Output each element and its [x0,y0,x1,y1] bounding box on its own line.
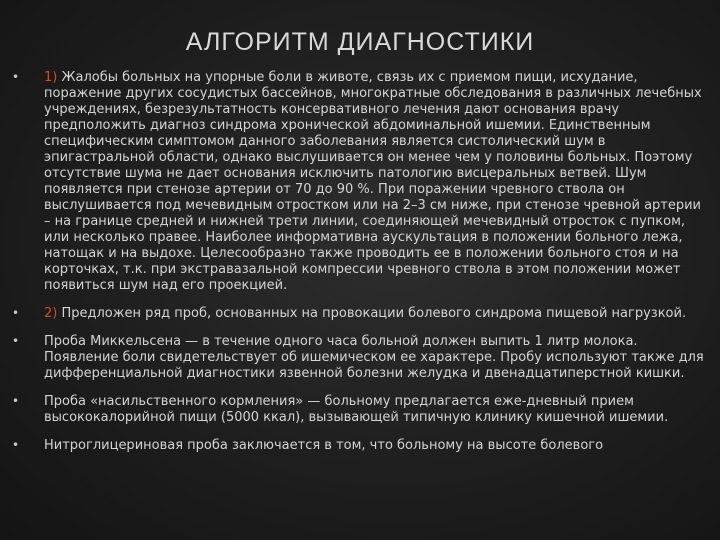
list-item [0,438,720,454]
bullet-icon: • [12,438,20,452]
item-text [44,70,704,294]
item-body: Предложен ряд проб, основанных на провокации болевого синдрома пищевой нагрузкой. [57,306,687,321]
item-number: 2) [44,306,58,321]
item-text [44,394,704,426]
list-item [0,70,720,294]
item-body: Проба Миккельсена — в течение одного часа больной должен выпить 1 литр молока. Появление боли свидетельствует об ишемическом ее характере. Пробу используют также для дифференциальной диагностики язвенной болезни желудка и двенадцатиперстной кишки. [44,334,704,381]
slide-title: АЛГОРИТМ ДИАГНОСТИКИ [185,28,535,56]
item-body: Нитроглицериновая проба заключается в том, что больному на высоте болевого [44,438,604,453]
item-body: Проба «насильственного кормления» — больному предлагается еже-дневный прием высококалорийной пищи (5000 ккал), вызывающей типичную клинику кишечной ишемии. [44,394,669,425]
bullet-icon: • [12,394,20,408]
content-list [0,70,720,466]
list-item [0,334,720,382]
bullet-icon: • [12,306,20,320]
item-text [44,306,704,322]
item-text [44,334,704,382]
list-item [0,394,720,426]
list-item [0,306,720,322]
bullet-icon: • [12,70,20,84]
item-body: Жалобы больных на упорные боли в животе, связь их с приемом пищи, исхудание, поражение других сосудистых бассейнов, многократные обследования в различных лечебных учреждениях, безрезультатность консервативного лечения дают основания врачу предположить диагноз синдрома хронической абдоминальной ишемии. Единственным специфическим симптомом данного заболевания является систолический шум в эпигастральной области, однако выслушивается он менее чем у половины больных. Поэтому отсутствие шума не дает основания исключить патологию висцеральных ветвей. Шум появляется при стенозе артерии от 70 до 90 %. При поражении чревного ствола он выслушивается под мечевидным отростком или на 2–3 см ниже, при стенозе чревной артерии – на границе средней и нижней трети линии, соединяющей мечевидный отросток с пупком, или несколько правее. Наиболее информативна аускультация в положении больного лежа, натощак и на выдохе. Целесообразно также проводить ее в положении больного стоя и на корточках, т.к. при экстравазальной компрессии чревного ствола в этом положении может появиться шум над его проекцией. [44,70,702,293]
bullet-icon: • [12,334,20,348]
item-number: 1) [44,70,58,85]
item-text [44,438,704,454]
